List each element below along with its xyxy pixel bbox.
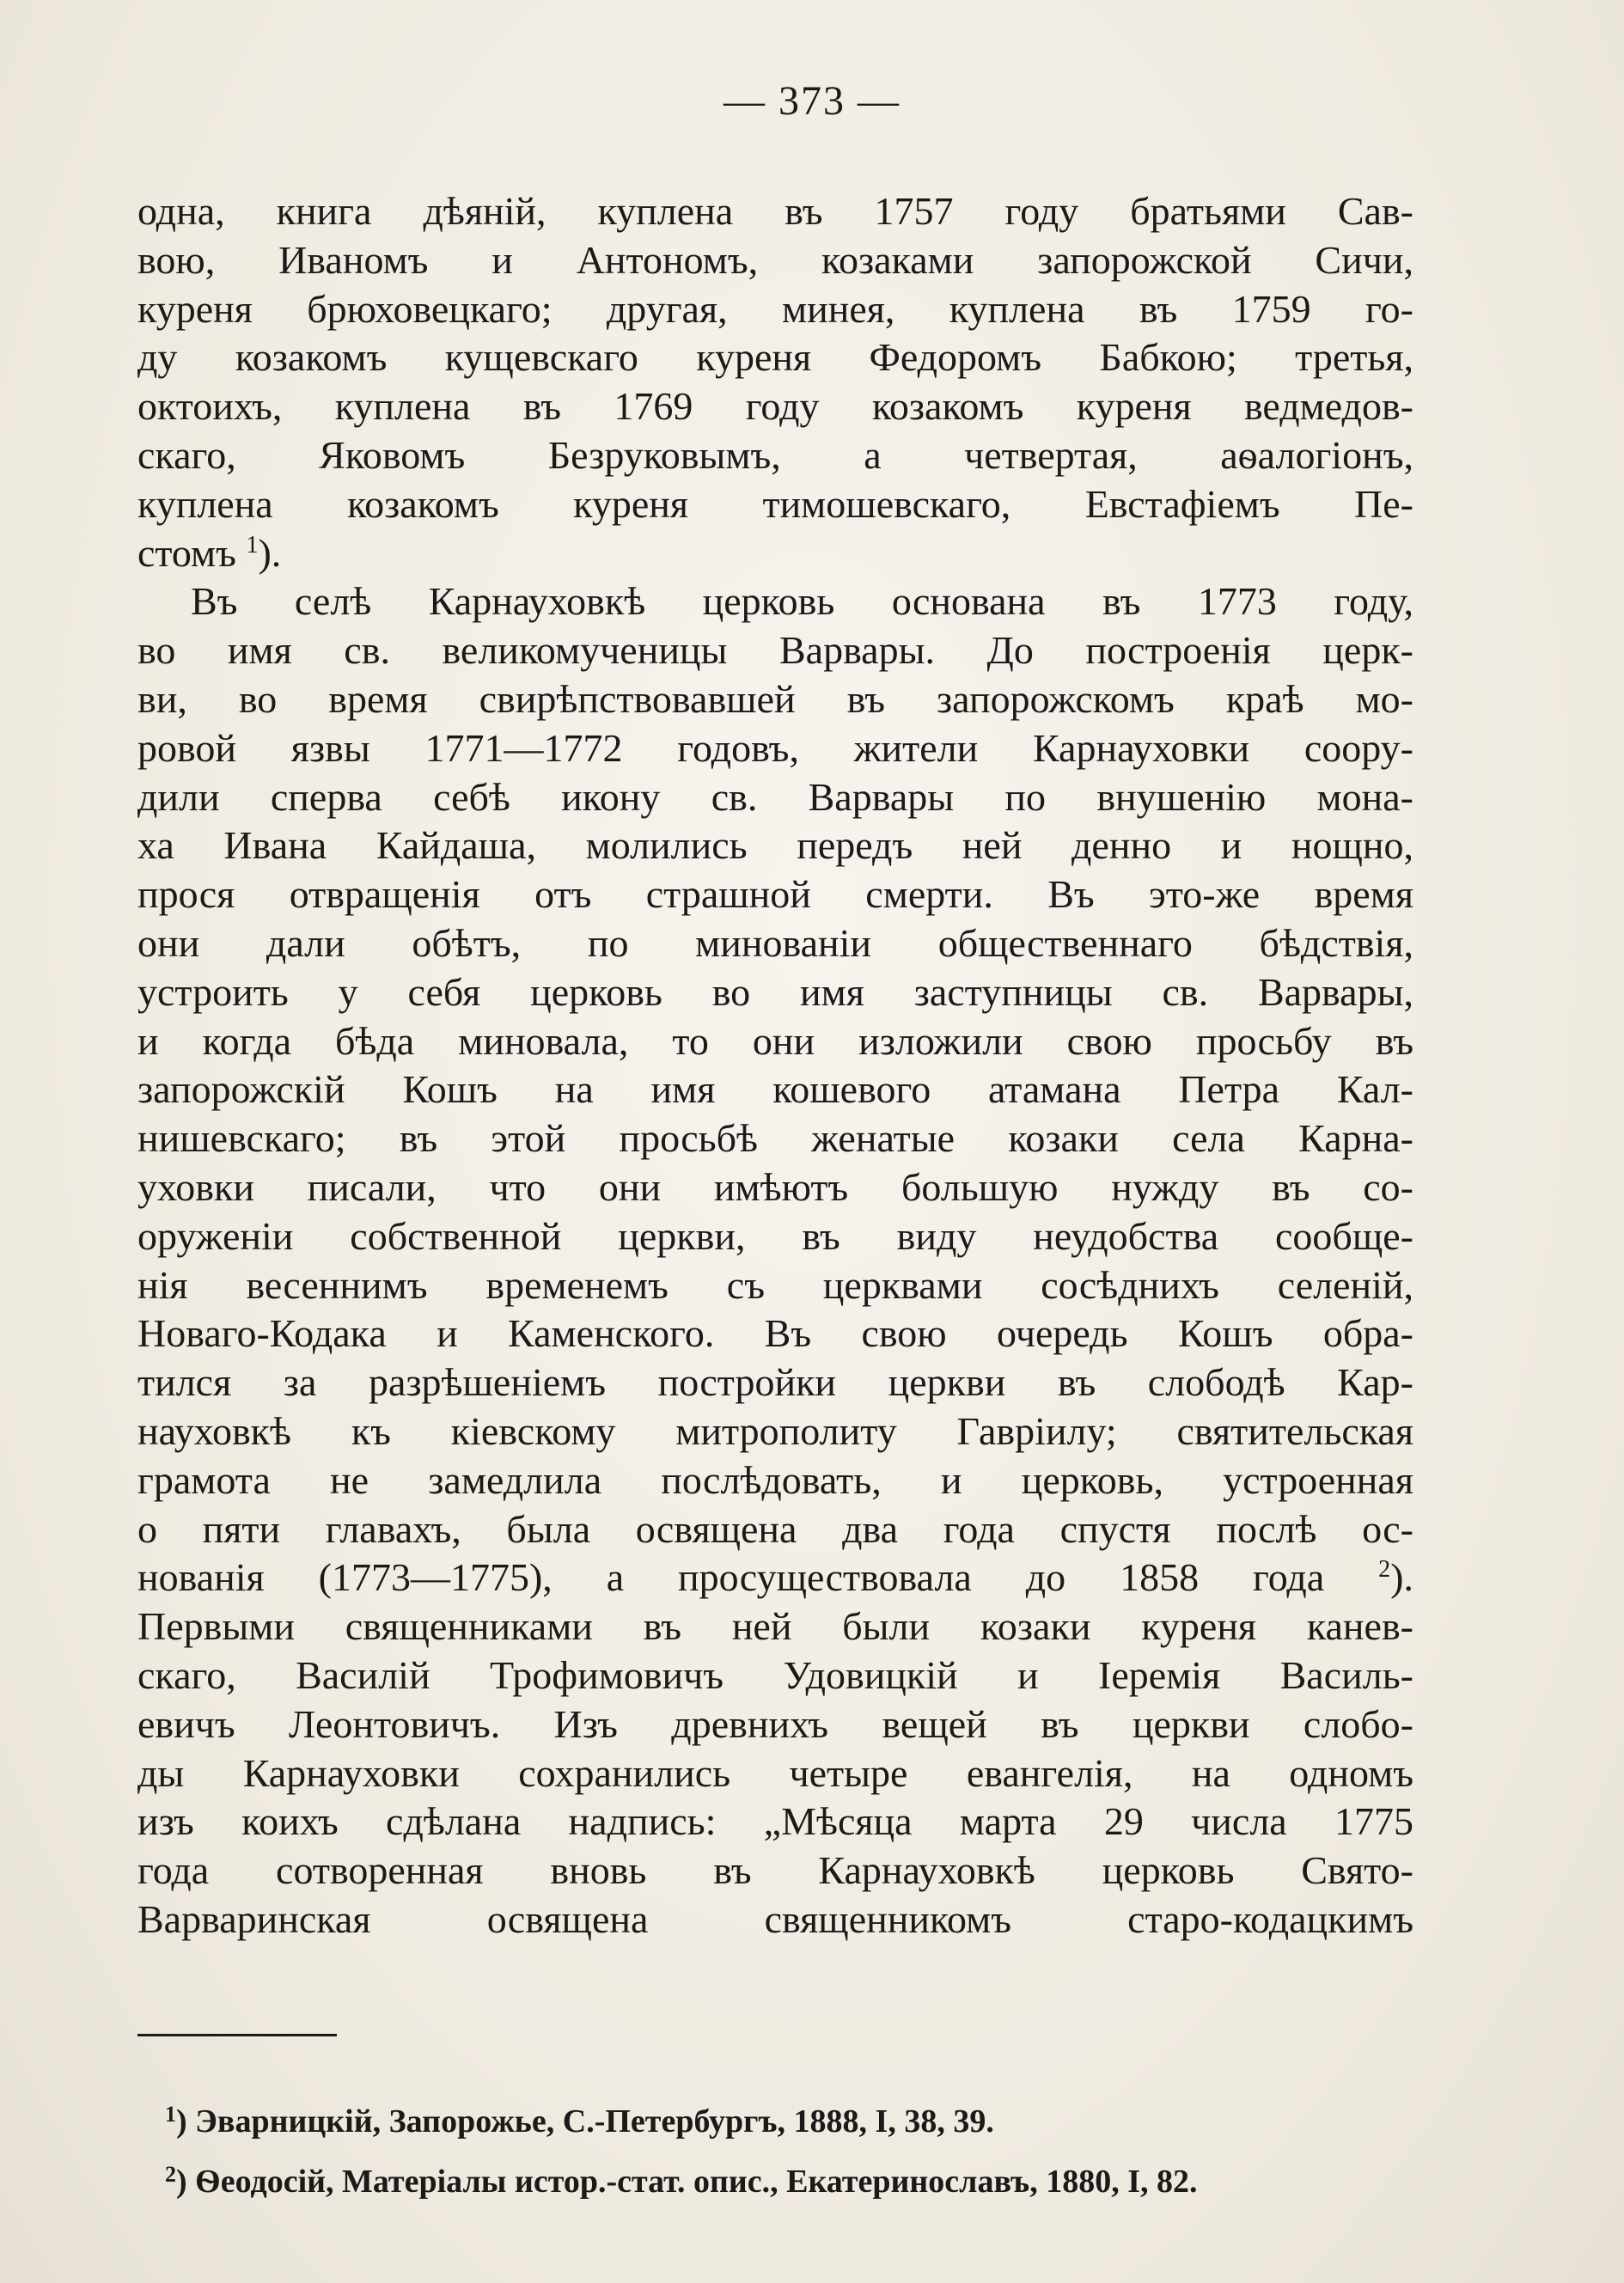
text-line <box>137 577 1413 626</box>
text-line-content: Первыми священниками въ ней были козаки куреня канев- <box>137 1604 1413 1649</box>
text-line-content: устроить у себя церковь во имя заступницы св. Варвары, <box>137 969 1413 1014</box>
text-line <box>137 1505 1413 1554</box>
text-line <box>137 968 1413 1017</box>
text-line <box>137 1017 1413 1066</box>
text-line <box>137 1847 1413 1895</box>
text-line <box>137 1114 1413 1163</box>
text-line-tail: ). <box>1390 1555 1413 1600</box>
text-line <box>137 1749 1413 1798</box>
text-line-content: Въ селѣ Карнауховкѣ церковь основана въ 1773 году, <box>191 579 1413 624</box>
text-line-content: куплена козакомъ куреня тимошевскаго, Евстафіемъ Пе- <box>137 481 1413 526</box>
text-line-content: и когда бѣда миновала, то они изложили свою просьбу въ <box>137 1018 1413 1063</box>
text-line-content: вою, Иваномъ и Антономъ, козаками запорожской Сичи, <box>137 237 1413 282</box>
text-line-content: октоихъ, куплена въ 1769 году козакомъ куреня ведмедов- <box>137 384 1413 429</box>
text-line <box>137 821 1413 870</box>
text-line-content: года сотворенная вновь въ Карнауховкѣ церковь Свято- <box>137 1848 1413 1893</box>
text-line-content: скаго, Яковомъ Безруковымъ, а четвертая, аѳалогіонъ, <box>137 432 1413 477</box>
text-line <box>137 1065 1413 1114</box>
text-line-content: Варваринская освящена священникомъ старо-кодацкимъ <box>137 1896 1413 1941</box>
text-line <box>137 1407 1413 1456</box>
text-line <box>137 187 1413 236</box>
text-line <box>137 1456 1413 1505</box>
text-line-content: науховкѣ къ кіевскому митрополиту Гавріилу; святительская <box>137 1408 1413 1453</box>
text-line-content: ровой язвы 1771—1772 годовъ, жители Карнауховки соору- <box>137 725 1413 770</box>
text-line-content: скаго, Василій Трофимовичъ Удовицкій и Іеремія Василь- <box>137 1652 1413 1697</box>
text-line-tail: ). <box>258 530 282 575</box>
text-line <box>137 919 1413 968</box>
text-line <box>137 1602 1413 1651</box>
footnote <box>165 2088 1454 2148</box>
text-line-content: оруженіи собственной церкви, въ виду неудобства сообще- <box>137 1213 1413 1258</box>
text-line-content: нованія (1773—1775), а просуществовала до 1858 года <box>137 1555 1379 1600</box>
text-line <box>137 773 1413 822</box>
text-line <box>137 1212 1413 1261</box>
footnote-separator <box>137 2034 337 2036</box>
text-line-content: прося отвращенія отъ страшной смерти. Въ это-же время <box>137 872 1413 917</box>
text-line-content: дили сперва себѣ икону св. Варвары по внушенію мона- <box>137 774 1413 819</box>
text-line <box>137 1309 1413 1358</box>
text-line <box>137 870 1413 919</box>
text-line <box>137 529 1413 578</box>
text-line-content: одна, книга дѣяній, куплена въ 1757 году братьями Сав- <box>137 189 1413 233</box>
footnote-mark: 2 <box>165 2162 176 2187</box>
text-line-content: Новаго-Кодака и Каменского. Въ свою очередь Кошъ обра- <box>137 1311 1413 1356</box>
text-line <box>137 1798 1413 1847</box>
footnote-mark: 1 <box>165 2102 176 2127</box>
text-line <box>137 1261 1413 1310</box>
text-line <box>137 1554 1413 1602</box>
text-line-content: евичъ Леонтовичъ. Изъ древнихъ вещей въ церкви слобо- <box>137 1701 1413 1746</box>
text-line <box>137 1358 1413 1407</box>
text-line-content: во имя св. великомученицы Варвары. До построенія церк- <box>137 628 1413 673</box>
footnote-reference: 1 <box>246 531 259 559</box>
text-line <box>137 675 1413 724</box>
text-line-content: куреня брюховецкаго; другая, минея, куплена въ 1759 го- <box>137 286 1413 331</box>
text-line-content: запорожскій Кошъ на имя кошевого атамана Петра Кал- <box>137 1067 1413 1112</box>
text-line-content: ды Карнауховки сохранились четыре евангелія, на одномъ <box>137 1750 1413 1795</box>
text-line-content: стомъ <box>137 530 247 575</box>
text-line <box>137 1895 1413 1944</box>
text-line <box>137 724 1413 773</box>
text-line <box>137 626 1413 675</box>
text-line-content: ви, во время свирѣпствовавшей въ запорожскомъ краѣ мо- <box>137 676 1413 721</box>
text-line-content: тился за разрѣшеніемъ постройки церкви въ слободѣ Кар- <box>137 1360 1413 1405</box>
text-line <box>137 480 1413 529</box>
footnote-text: ) Эварницкій, Запорожье, С.-Петербургъ, 1888, I, 38, 39. <box>176 2103 994 2140</box>
text-line <box>137 333 1413 382</box>
text-line-content: они дали обѣтъ, по минованіи общественнаго бѣдствія, <box>137 920 1413 965</box>
footnote-text: ) Ѳеодосій, Матеріалы истор.-стат. опис., Екатеринославъ, 1880, I, 82. <box>176 2164 1198 2200</box>
text-line-content: грамота не замедлила послѣдовать, и церковь, устроенная <box>137 1457 1413 1502</box>
main-text <box>137 187 1413 1944</box>
text-line-content: изъ коихъ сдѣлана надпись: „Мѣсяца марта 29 числа 1775 <box>137 1799 1413 1844</box>
footnote-reference: 2 <box>1378 1556 1391 1584</box>
footnote <box>165 2148 1454 2208</box>
text-line <box>137 1163 1413 1212</box>
text-line <box>137 285 1413 334</box>
footnotes <box>165 2088 1454 2208</box>
text-line-content: ха Ивана Кайдаша, молились передъ ней денно и нощно, <box>137 823 1413 868</box>
text-line <box>137 1651 1413 1700</box>
text-line <box>137 236 1413 285</box>
page-number: — 373 — <box>723 78 901 124</box>
text-line-content: нія весеннимъ временемъ съ церквами сосѣднихъ селеній, <box>137 1262 1413 1307</box>
text-line-content: уховки писали, что они имѣютъ большую нужду въ со- <box>137 1164 1413 1209</box>
text-line <box>137 431 1413 480</box>
text-line-content: о пяти главахъ, была освящена два года спустя послѣ ос- <box>137 1506 1413 1551</box>
text-line-content: ду козакомъ кущевскаго куреня Федоромъ Бабкою; третья, <box>137 335 1413 380</box>
text-line-content: нишевскаго; въ этой просьбѣ женатые козаки села Карна- <box>137 1116 1413 1161</box>
text-line <box>137 382 1413 431</box>
text-line <box>137 1700 1413 1749</box>
